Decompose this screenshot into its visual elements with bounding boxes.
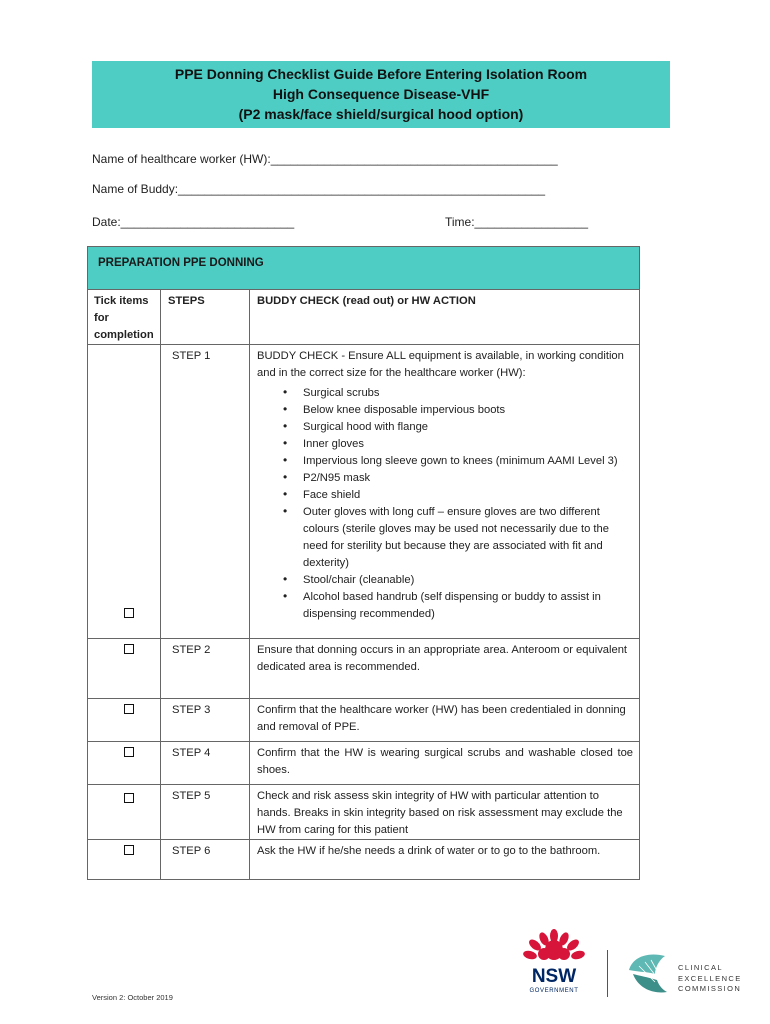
equipment-list [257, 385, 633, 623]
waratah-flower-icon [522, 929, 586, 961]
cec-line-2: EXCELLENCE [678, 973, 742, 983]
document-title-banner [92, 61, 670, 128]
list-item: • Surgical hood with flange [257, 419, 633, 436]
tick-cell [88, 840, 161, 880]
step-label: STEP 2 [161, 639, 250, 699]
section-title: PREPARATION PPE DONNING [88, 247, 640, 290]
table-header-row [88, 290, 640, 345]
header-tick: Tick items for completion [88, 290, 161, 345]
title-line-2: High Consequence Disease-VHF [272, 86, 490, 102]
nsw-logo-subtext: GOVERNMENT [529, 988, 579, 994]
step-label: STEP 1 [161, 345, 250, 639]
step-label: STEP 5 [161, 785, 250, 840]
list-item: • Alcohol based handrub (self dispensing or buddy to assist in dispensing recommended) [257, 589, 633, 623]
buddy-name-field[interactable]: Name of Buddy:_______________________________________________________ [92, 182, 546, 196]
header-action: BUDDY CHECK (read out) or HW ACTION [250, 290, 640, 345]
table-row [88, 742, 640, 785]
cec-shell-icon [625, 950, 671, 996]
list-item: • Face shield [257, 487, 633, 504]
version-label: Version 2: October 2019 [92, 993, 173, 1002]
step-action [250, 345, 640, 639]
cec-logo-text [678, 963, 742, 995]
step-1-instruction: BUDDY CHECK - Ensure ALL equipment is available, in working condition and in the correct size for the healthcare worker (HW): [257, 350, 624, 379]
table-row [88, 785, 640, 840]
step-3-checkbox[interactable] [124, 704, 134, 714]
table-row [88, 639, 640, 699]
hw-name-field[interactable]: Name of healthcare worker (HW):___________________________________________ [92, 152, 558, 166]
list-item: • Stool/chair (cleanable) [257, 572, 633, 589]
step-label: STEP 6 [161, 840, 250, 880]
preparation-checklist-table [87, 246, 640, 880]
step-action: Ask the HW if he/she needs a drink of water or to go to the bathroom. [250, 840, 640, 880]
step-action: Confirm that the healthcare worker (HW) has been credentialed in donning and removal of PPE. [250, 699, 640, 742]
cec-line-3: COMMISSION [678, 984, 742, 993]
step-2-checkbox[interactable] [124, 644, 134, 654]
table-row [88, 345, 640, 639]
tick-cell [88, 742, 161, 785]
step-action: Confirm that the HW is wearing surgical scrubs and washable closed toe shoes. [250, 742, 640, 785]
step-5-checkbox[interactable] [124, 793, 134, 803]
tick-cell [88, 639, 161, 699]
step-1-checkbox[interactable] [124, 608, 134, 618]
list-item: • P2/N95 mask [257, 470, 633, 487]
tick-cell [88, 699, 161, 742]
tick-cell [88, 785, 161, 840]
table-row [88, 699, 640, 742]
step-4-checkbox[interactable] [124, 747, 134, 757]
list-item: • Surgical scrubs [257, 385, 633, 402]
list-item: • Outer gloves with long cuff – ensure gloves are two different colours (sterile gloves may be used not necessarily due to the need for sterility but because they are associated with fit and dexterity) [257, 504, 633, 572]
logo-divider [607, 950, 608, 997]
step-label: STEP 3 [161, 699, 250, 742]
time-field[interactable]: Time:_________________ [445, 215, 589, 229]
title-line-3: (P2 mask/face shield/surgical hood option) [238, 106, 524, 122]
step-action: Check and risk assess skin integrity of HW with particular attention to hands. Breaks in skin integrity based on risk assessment may exclude the HW from caring for this patient [250, 785, 640, 840]
tick-cell [88, 345, 161, 639]
step-label: STEP 4 [161, 742, 250, 785]
nsw-logo-text: NSW [531, 966, 577, 987]
list-item: • Impervious long sleeve gown to knees (minimum AAMI Level 3) [257, 453, 633, 470]
nsw-government-logo [514, 928, 594, 1000]
list-item: • Inner gloves [257, 436, 633, 453]
date-field[interactable]: Date:__________________________ [92, 215, 295, 229]
table-row [88, 840, 640, 880]
list-item: • Below knee disposable impervious boots [257, 402, 633, 419]
title-line-1: PPE Donning Checklist Guide Before Entering Isolation Room [174, 66, 588, 82]
header-steps: STEPS [161, 290, 250, 345]
step-6-checkbox[interactable] [124, 845, 134, 855]
cec-line-1: CLINICAL [678, 963, 723, 972]
step-action: Ensure that donning occurs in an appropriate area. Anteroom or equivalent dedicated area is recommended. [250, 639, 640, 699]
